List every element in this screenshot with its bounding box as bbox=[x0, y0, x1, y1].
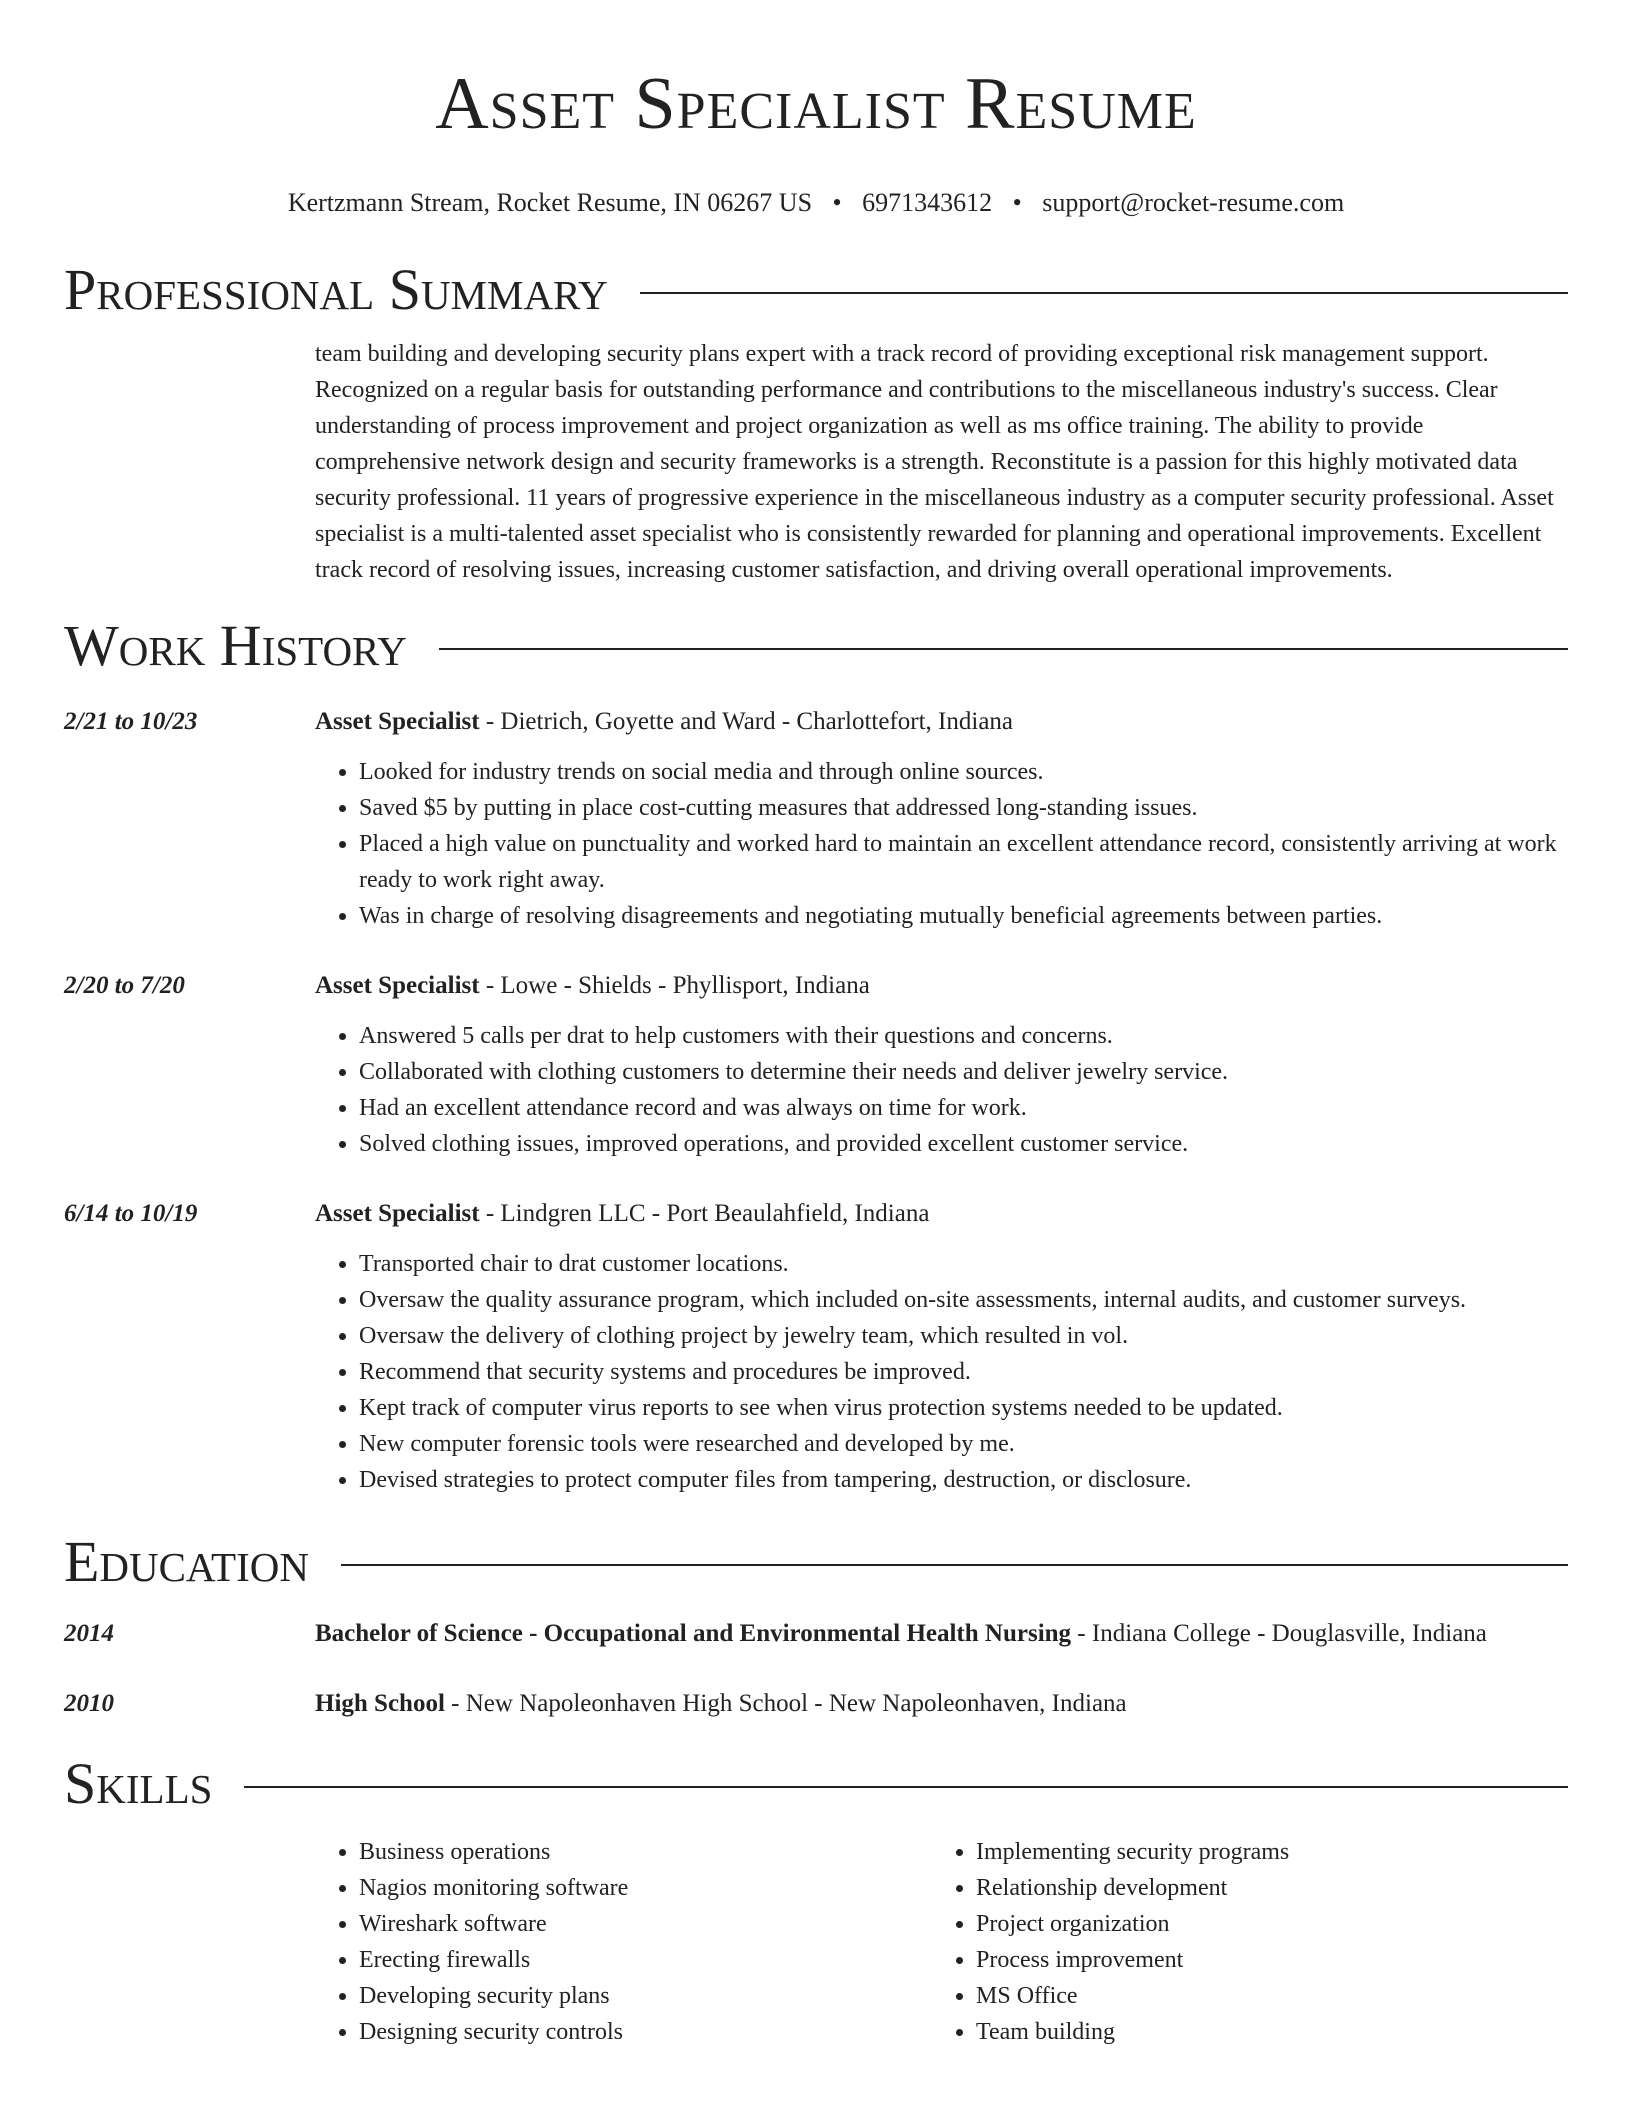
section-header-work bbox=[64, 610, 1568, 682]
education-degree: Bachelor of Science - Occupational and Environmental Health Nursing bbox=[315, 1620, 1072, 1647]
job-heading bbox=[315, 704, 1568, 740]
education-body bbox=[315, 1616, 1568, 1652]
list-item: • Developing security plans bbox=[359, 1978, 932, 2014]
list-item: • Had an excellent attendance record and was always on time for work. bbox=[359, 1090, 1568, 1126]
job-role: Asset Specialist bbox=[315, 708, 480, 735]
list-item: • MS Office bbox=[976, 1978, 1549, 2014]
job-details: - Dietrich, Goyette and Ward - Charlottefort, Indiana bbox=[479, 708, 1014, 735]
section-divider bbox=[244, 1786, 1568, 1788]
section-header-skills bbox=[64, 1748, 1568, 1820]
job-role: Asset Specialist bbox=[315, 1200, 480, 1227]
job-dates: 6/14 to 10/19 bbox=[64, 1200, 198, 1227]
job-dates: 2/21 to 10/23 bbox=[64, 708, 198, 735]
list-item: • Devised strategies to protect computer files from tampering, destruction, or disclosure. bbox=[359, 1462, 1568, 1498]
job-entry bbox=[64, 704, 1568, 934]
job-bullets bbox=[315, 754, 1568, 934]
skills-column-left bbox=[315, 1834, 932, 2050]
section-header-education bbox=[64, 1526, 1568, 1598]
contact-line bbox=[64, 186, 1568, 220]
section-title: Skills bbox=[64, 1751, 213, 1816]
contact-separator: • bbox=[1012, 188, 1022, 217]
job-details: - Lindgren LLC - Port Beaulahfield, Indiana bbox=[479, 1200, 930, 1227]
list-item: • Solved clothing issues, improved operations, and provided excellent customer service. bbox=[359, 1126, 1568, 1162]
job-entry bbox=[64, 1196, 1568, 1498]
list-item: • Oversaw the quality assurance program, which included on-site assessments, internal audits, and customer surveys. bbox=[359, 1282, 1568, 1318]
list-item: • Business operations bbox=[359, 1834, 932, 1870]
education-entry bbox=[64, 1686, 1568, 1722]
section-title: Professional Summary bbox=[64, 257, 608, 322]
section-divider bbox=[341, 1564, 1568, 1566]
list-item: • Project organization bbox=[976, 1906, 1549, 1942]
education-degree: High School bbox=[315, 1690, 445, 1717]
contact-address: Kertzmann Stream, Rocket Resume, IN 06267 US bbox=[287, 188, 813, 217]
education-year: 2010 bbox=[64, 1690, 114, 1717]
list-item: • Nagios monitoring software bbox=[359, 1870, 932, 1906]
list-item: • Implementing security programs bbox=[976, 1834, 1549, 1870]
list-item: • Was in charge of resolving disagreements and negotiating mutually beneficial agreements between parties. bbox=[359, 898, 1568, 934]
list-item: • Answered 5 calls per drat to help customers with their questions and concerns. bbox=[359, 1018, 1568, 1054]
list-item: • Erecting firewalls bbox=[359, 1942, 932, 1978]
list-item: • Designing security controls bbox=[359, 2014, 932, 2050]
section-header-summary bbox=[64, 254, 1568, 326]
education-details: - New Napoleonhaven High School - New Napoleonhaven, Indiana bbox=[444, 1690, 1127, 1717]
job-entry bbox=[64, 968, 1568, 1162]
job-body bbox=[315, 1196, 1568, 1498]
job-heading bbox=[315, 968, 1568, 1004]
job-dates: 2/20 to 7/20 bbox=[64, 972, 185, 999]
skills-column-right bbox=[932, 1834, 1549, 2050]
summary-text: team building and developing security plans expert with a track record of providing exceptional risk management support. Recognized on a regular basis for outstanding performance and contributions to the miscellaneous industry's success. Clear understanding of process improvement and project organization as well as ms office training. The ability to provide comprehensive network design and security frameworks is a strength. Reconstitute is a passion for this highly motivated data security professional. 11 years of progressive experience in the miscellaneous industry as a computer security professional. Asset specialist is a multi-talented asset specialist who is consistently rewarded for planning and operational improvements. Excellent track record of resolving issues, increasing customer satisfaction, and driving overall operational improvements. bbox=[315, 341, 1554, 583]
contact-email: support@rocket-resume.com bbox=[1042, 188, 1345, 217]
education-list bbox=[64, 1616, 1568, 1722]
job-role: Asset Specialist bbox=[315, 972, 480, 999]
job-bullets bbox=[315, 1018, 1568, 1162]
list-item: • Placed a high value on punctuality and worked hard to maintain an excellent attendance record, consistently arriving at work ready to work right away. bbox=[359, 826, 1568, 898]
education-details: - Indiana College - Douglasville, Indiana bbox=[1071, 1620, 1487, 1647]
section-title: Work History bbox=[64, 613, 407, 678]
education-body bbox=[315, 1686, 1568, 1722]
education-entry bbox=[64, 1616, 1568, 1652]
contact-separator: • bbox=[832, 188, 842, 217]
section-divider bbox=[640, 292, 1568, 294]
contact-phone: 6971343612 bbox=[862, 188, 993, 217]
list-item: • Oversaw the delivery of clothing project by jewelry team, which resulted in vol. bbox=[359, 1318, 1568, 1354]
section-divider bbox=[439, 648, 1568, 650]
skills-list bbox=[315, 1834, 1568, 2050]
list-item: • Team building bbox=[976, 2014, 1549, 2050]
list-item: • Process improvement bbox=[976, 1942, 1549, 1978]
list-item: • Collaborated with clothing customers to determine their needs and deliver jewelry service. bbox=[359, 1054, 1568, 1090]
work-history bbox=[64, 704, 1568, 1498]
job-bullets bbox=[315, 1246, 1568, 1498]
section-title: Education bbox=[64, 1529, 309, 1594]
list-item: • Looked for industry trends on social media and through online sources. bbox=[359, 754, 1568, 790]
list-item: • Wireshark software bbox=[359, 1906, 932, 1942]
list-item: • New computer forensic tools were researched and developed by me. bbox=[359, 1426, 1568, 1462]
list-item: • Recommend that security systems and procedures be improved. bbox=[359, 1354, 1568, 1390]
list-item: • Relationship development bbox=[976, 1870, 1549, 1906]
job-details: - Lowe - Shields - Phyllisport, Indiana bbox=[479, 972, 870, 999]
job-heading bbox=[315, 1196, 1568, 1232]
resume-title: Asset Specialist Resume bbox=[435, 63, 1197, 145]
job-body bbox=[315, 704, 1568, 934]
list-item: • Kept track of computer virus reports to see when virus protection systems needed to be updated. bbox=[359, 1390, 1568, 1426]
list-item: • Transported chair to drat customer locations. bbox=[359, 1246, 1568, 1282]
education-year: 2014 bbox=[64, 1620, 114, 1647]
job-body bbox=[315, 968, 1568, 1162]
list-item: • Saved $5 by putting in place cost-cutting measures that addressed long-standing issues. bbox=[359, 790, 1568, 826]
